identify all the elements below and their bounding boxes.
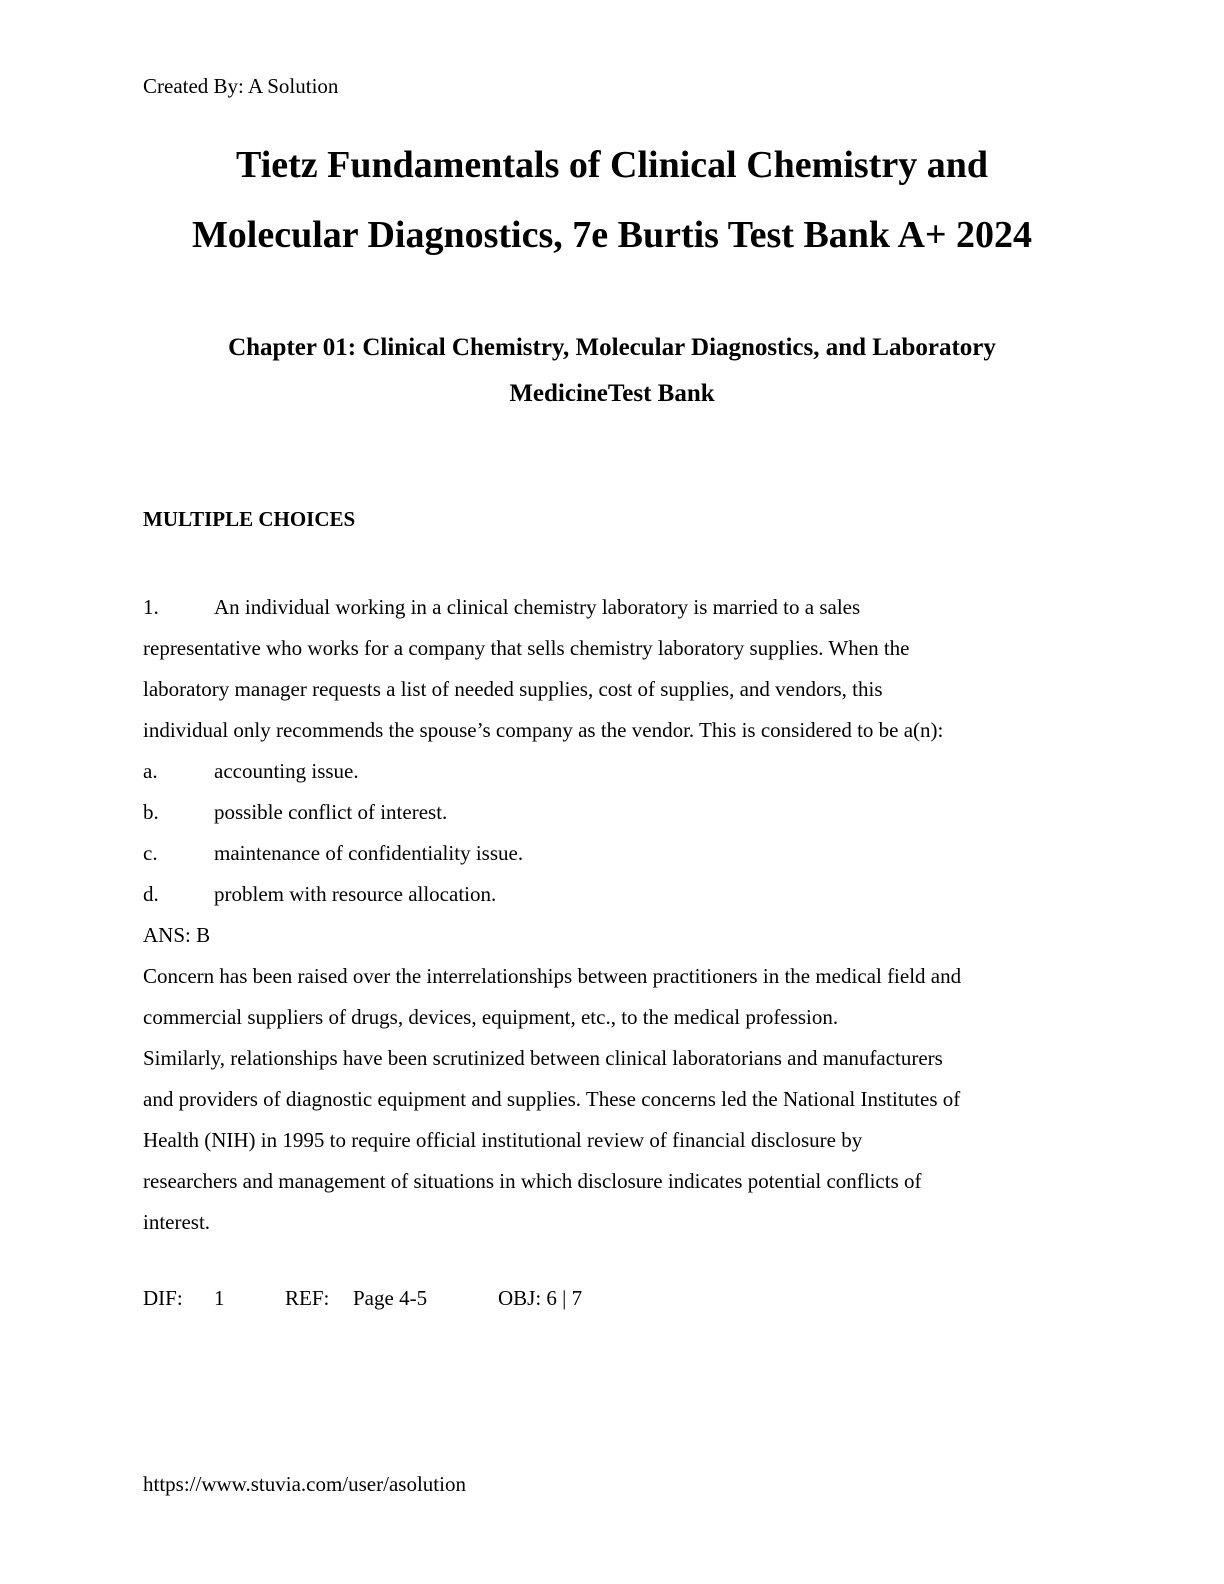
title-line-1: Tietz Fundamentals of Clinical Chemistry and (236, 144, 988, 186)
option-text: accounting issue. (214, 759, 359, 783)
explanation-line-1: Concern has been raised over the interrelationships between practitioners in the medical field and (143, 964, 962, 988)
explanation-line-4: and providers of diagnostic equipment and supplies. These concerns led the National Institutes of (143, 1087, 961, 1111)
explanation-line-7: interest. (143, 1210, 211, 1234)
dif-label: DIF: (143, 1286, 183, 1310)
option-text: possible conflict of interest. (214, 800, 448, 824)
chapter-line-2: MedicineTest Bank (509, 380, 715, 407)
question-stem-line-2: representative who works for a company that sells chemistry laboratory supplies. When the (143, 636, 910, 660)
obj-value: OBJ: 6 | 7 (498, 1286, 583, 1310)
option-text: maintenance of confidentiality issue. (214, 841, 524, 865)
option-a (143, 751, 1083, 792)
question-stem-line-1: An individual working in a clinical chemistry laboratory is married to a sales (214, 595, 861, 619)
question-block (143, 587, 1083, 1243)
answer-line: ANS: B (143, 923, 211, 947)
option-letter: d. (143, 882, 159, 906)
ref-label: REF: (285, 1286, 330, 1310)
question-metadata (143, 1284, 582, 1312)
explanation-line-3: Similarly, relationships have been scrutinized between clinical laboratorians and manufacturers (143, 1046, 943, 1070)
dif-value: 1 (214, 1286, 225, 1310)
option-text: problem with resource allocation. (214, 882, 497, 906)
chapter-heading (130, 325, 1094, 417)
option-b (143, 792, 1083, 833)
explanation-line-2: commercial suppliers of drugs, devices, equipment, etc., to the medical profession. (143, 1005, 839, 1029)
option-letter: c. (143, 841, 158, 865)
option-letter: a. (143, 759, 158, 783)
question-stem-line-4: individual only recommends the spouse’s company as the vendor. This is considered to be a(n): (143, 718, 944, 742)
created-by-line: Created By: A Solution (143, 74, 339, 98)
title-line-2: Molecular Diagnostics, 7e Burtis Test Bank A+ 2024 (191, 214, 1033, 256)
question-number: 1. (143, 595, 159, 619)
option-c (143, 833, 1083, 874)
explanation-line-6: researchers and management of situations in which disclosure indicates potential conflicts of (143, 1169, 922, 1193)
option-d (143, 874, 1083, 915)
explanation-line-5: Health (NIH) in 1995 to require official institutional review of financial disclosure by (143, 1128, 863, 1152)
question-stem-row (143, 587, 1083, 628)
footer-url[interactable]: https://www.stuvia.com/user/asolution (143, 1472, 466, 1496)
question-stem-line-3: laboratory manager requests a list of needed supplies, cost of supplies, and vendors, this (143, 677, 883, 701)
option-letter: b. (143, 800, 159, 824)
ref-value: Page 4-5 (353, 1286, 428, 1310)
section-heading: MULTIPLE CHOICES (143, 507, 356, 531)
document-title (100, 140, 1124, 260)
chapter-line-1: Chapter 01: Clinical Chemistry, Molecular Diagnostics, and Laboratory (228, 334, 996, 361)
